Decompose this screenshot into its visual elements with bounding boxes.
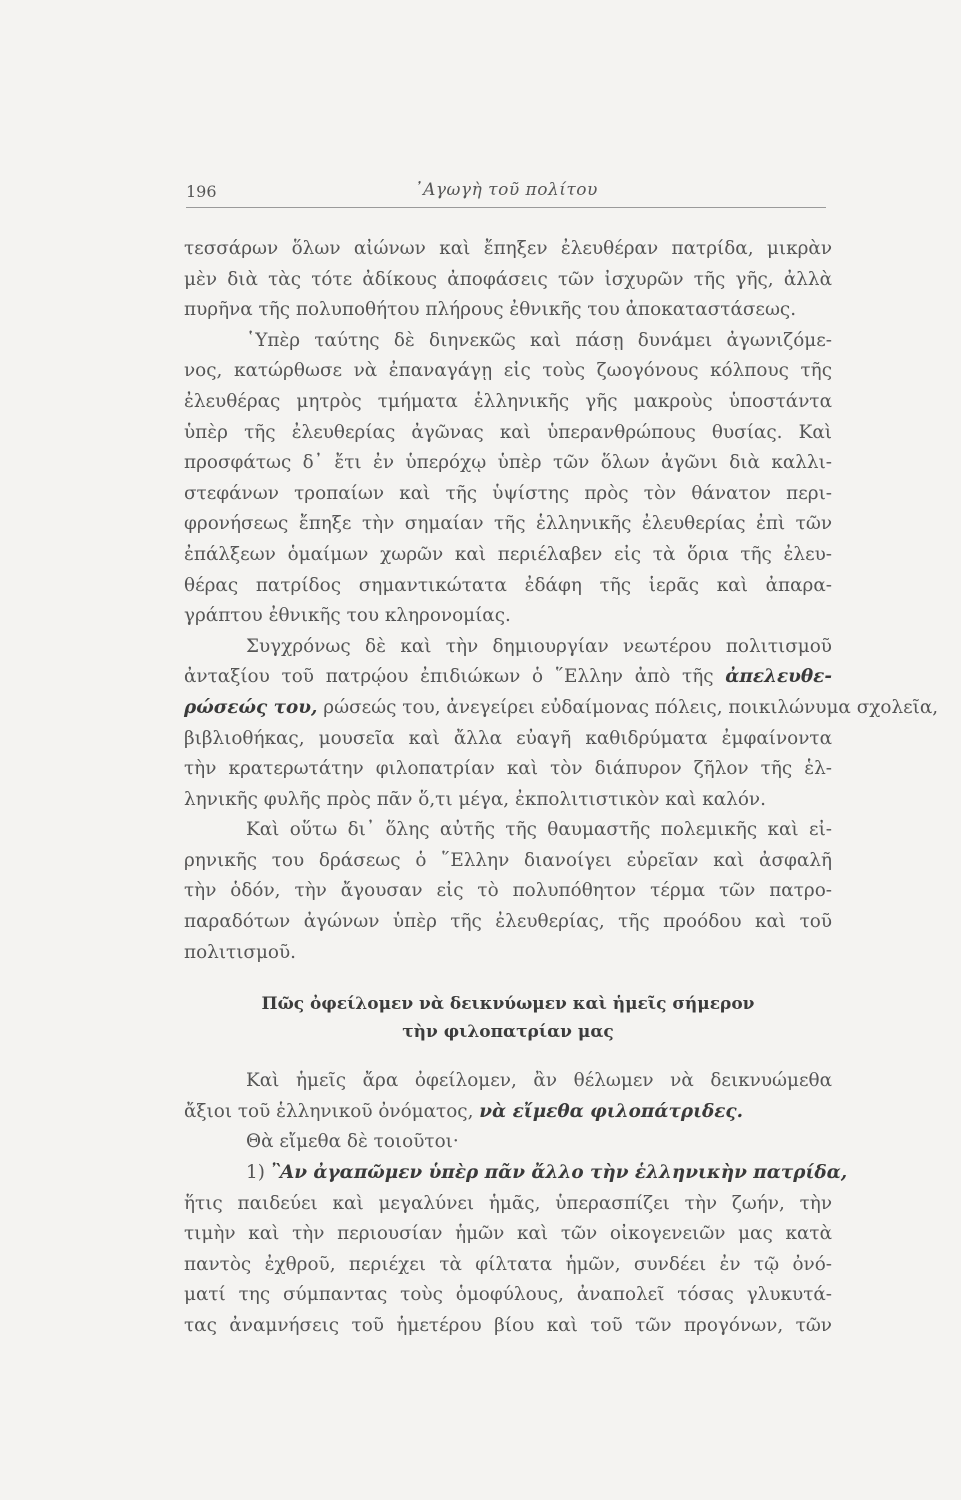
text-line: φρονήσεως ἔπηξε τὴν σημαίαν τῆς ἑλληνικῆς ἐλευθερίας ἐπὶ τῶν — [184, 513, 832, 535]
text-line-with-emphasis — [184, 693, 939, 724]
body-text — [184, 234, 939, 1342]
text-line: ρηνικῆς του δράσεως ὁ ῞Ελλην διανοίγει εὐρεῖαν καὶ ἀσφαλῆ — [184, 849, 832, 871]
text-line: Συγχρόνως δὲ καὶ τὴν δημιουργίαν νεωτέρου πολιτισμοῦ — [246, 635, 832, 657]
text-line: νος, κατώρθωσε νὰ ἐπαναγάγῃ εἰς τοὺς ζωογόνους κόλπους τῆς — [184, 360, 832, 382]
text-line: Θὰ εἴμεθα δὲ τοιοῦτοι· — [246, 1131, 459, 1153]
text-line: ὑπὲρ τῆς ἐλευθερίας ἀγῶνας καὶ ὑπερανθρώπους θυσίας. Καὶ — [184, 421, 832, 443]
text-line-with-emphasis — [184, 662, 832, 693]
text-line: ἐλευθέρας μητρὸς τμήματα ἑλληνικῆς γῆς μακροὺς ὑποστάντα — [184, 390, 832, 412]
text-line: ἥτις παιδεύει καὶ μεγαλύνει ἡμᾶς, ὑπερασπίζει τὴν ζωήν, τὴν — [184, 1192, 832, 1214]
text-line: προσφάτως δ᾿ ἔτι ἐν ὑπερόχῳ ὑπὲρ τῶν ὅλων ἀγῶνι διὰ καλλι- — [184, 452, 832, 474]
text-line: βιβλιοθήκας, μουσεῖα καὶ ἄλλα εὐαγῆ καθιδρύματα ἐμφαίνοντα — [184, 727, 832, 749]
text-line: τὴν ὁδόν, τὴν ἄγουσαν εἰς τὸ πολυπόθητον τέρμα τῶν πατρο- — [184, 880, 832, 902]
section-heading-line: τὴν φιλοπατρίαν μας — [402, 1022, 614, 1043]
text-line: πυρῆνα τῆς πολυποθήτου πλήρους ἐθνικῆς του ἀποκαταστάσεως. — [184, 299, 797, 321]
text-line: ἐπάλξεων ὁμαίμων χωρῶν καὶ περιέλαβεν εἰς τὰ ὅρια τῆς ἐλευ- — [184, 543, 832, 565]
text-line: γράπτου ἐθνικῆς του κληρονομίας. — [184, 605, 511, 627]
emphasis-text: ῍Αν ἀγαπῶμεν ὑπὲρ πᾶν ἄλλο τὴν ἑλληνικὴν πατρίδα, — [270, 1162, 848, 1184]
emphasis-text: ἀπελευθε- — [725, 666, 832, 688]
text-fragment: ἀνταξίου τοῦ πατρῴου ἐπιδιώκων ὁ ῞Ελλην ἀπὸ τῆς — [184, 666, 714, 688]
text-line-with-emphasis — [184, 1097, 832, 1128]
text-line: τας ἀναμνήσεις τοῦ ἡμετέρου βίου καὶ τοῦ τῶν προγόνων, τῶν — [184, 1315, 832, 1336]
text-line: Καὶ οὕτω δι᾿ ὅλης αὐτῆς τῆς θαυμαστῆς πολεμικῆς καὶ εἰ- — [246, 819, 832, 841]
text-line: ῾Υπὲρ ταύτης δὲ διηνεκῶς καὶ πάσῃ δυνάμει ἀγωνιζόμε- — [246, 329, 832, 351]
text-line: παντὸς ἐχθροῦ, περιέχει τὰ φίλτατα ἡμῶν, συνδέει ἐν τῷ ὀνό- — [184, 1253, 832, 1275]
header-rule — [186, 207, 826, 208]
page-number: 196 — [186, 182, 217, 201]
emphasis-text: ρώσεώς του, — [184, 696, 318, 718]
text-line: τεσσάρων ὅλων αἰώνων καὶ ἔπηξεν ἐλευθέραν πατρίδα, μικρὰν — [184, 238, 832, 259]
text-fragment: ρώσεώς του, ἀνεγείρει εὐδαίμονας πόλεις, ποικιλώνυμα σχολεῖα, — [323, 696, 939, 718]
text-line: τιμὴν καὶ τὴν περιουσίαν ἡμῶν καὶ τῶν οἰκογενειῶν μας κατὰ — [184, 1223, 832, 1245]
emphasis-text: νὰ εἴμεθα φιλοπάτριδες. — [479, 1100, 744, 1122]
text-line: πολιτισμοῦ. — [184, 941, 297, 963]
section-heading-line: Πῶς ὀφείλομεν νὰ δεικνύωμεν καὶ ἡμεῖς σήμερον — [261, 994, 755, 1015]
list-number: 1) — [246, 1162, 265, 1184]
list-item-heading — [184, 1158, 848, 1189]
text-line: τὴν κρατερωτάτην φιλοπατρίαν καὶ τὸν διάπυρον ζῆλον τῆς ἑλ- — [184, 758, 832, 780]
text-line: Καὶ ἡμεῖς ἄρα ὀφείλομεν, ἂν θέλωμεν νὰ δεικνυώμεθα — [246, 1070, 832, 1092]
text-fragment: ἄξιοι τοῦ ἑλληνικοῦ ὀνόματος, — [184, 1100, 474, 1122]
text-line: θέρας πατρίδος σημαντικώτατα ἐδάφη τῆς ἱερᾶς καὶ ἀπαρα- — [184, 574, 832, 596]
page-header — [186, 178, 826, 208]
text-line: μὲν διὰ τὰς τότε ἀδίκους ἀποφάσεις τῶν ἰσχυρῶν τῆς γῆς, ἀλλὰ — [184, 268, 832, 290]
text-line: ματί της σύμπαντας τοὺς ὁμοφύλους, ἀναπολεῖ τόσας γλυκυτά- — [184, 1284, 832, 1306]
running-head: ᾿Αγωγὴ τοῦ πολίτου — [414, 180, 598, 200]
section-heading — [184, 990, 832, 1046]
text-line: παραδότων ἀγώνων ὑπὲρ τῆς ἐλευθερίας, τῆς προόδου καὶ τοῦ — [184, 911, 832, 933]
text-line: στεφάνων τροπαίων καὶ τῆς ὑψίστης πρὸς τὸν θάνατον περι- — [184, 482, 832, 504]
text-line: ληνικῆς φυλῆς πρὸς πᾶν ὅ,τι μέγα, ἐκπολιτιστικὸν καὶ καλόν. — [184, 788, 766, 810]
